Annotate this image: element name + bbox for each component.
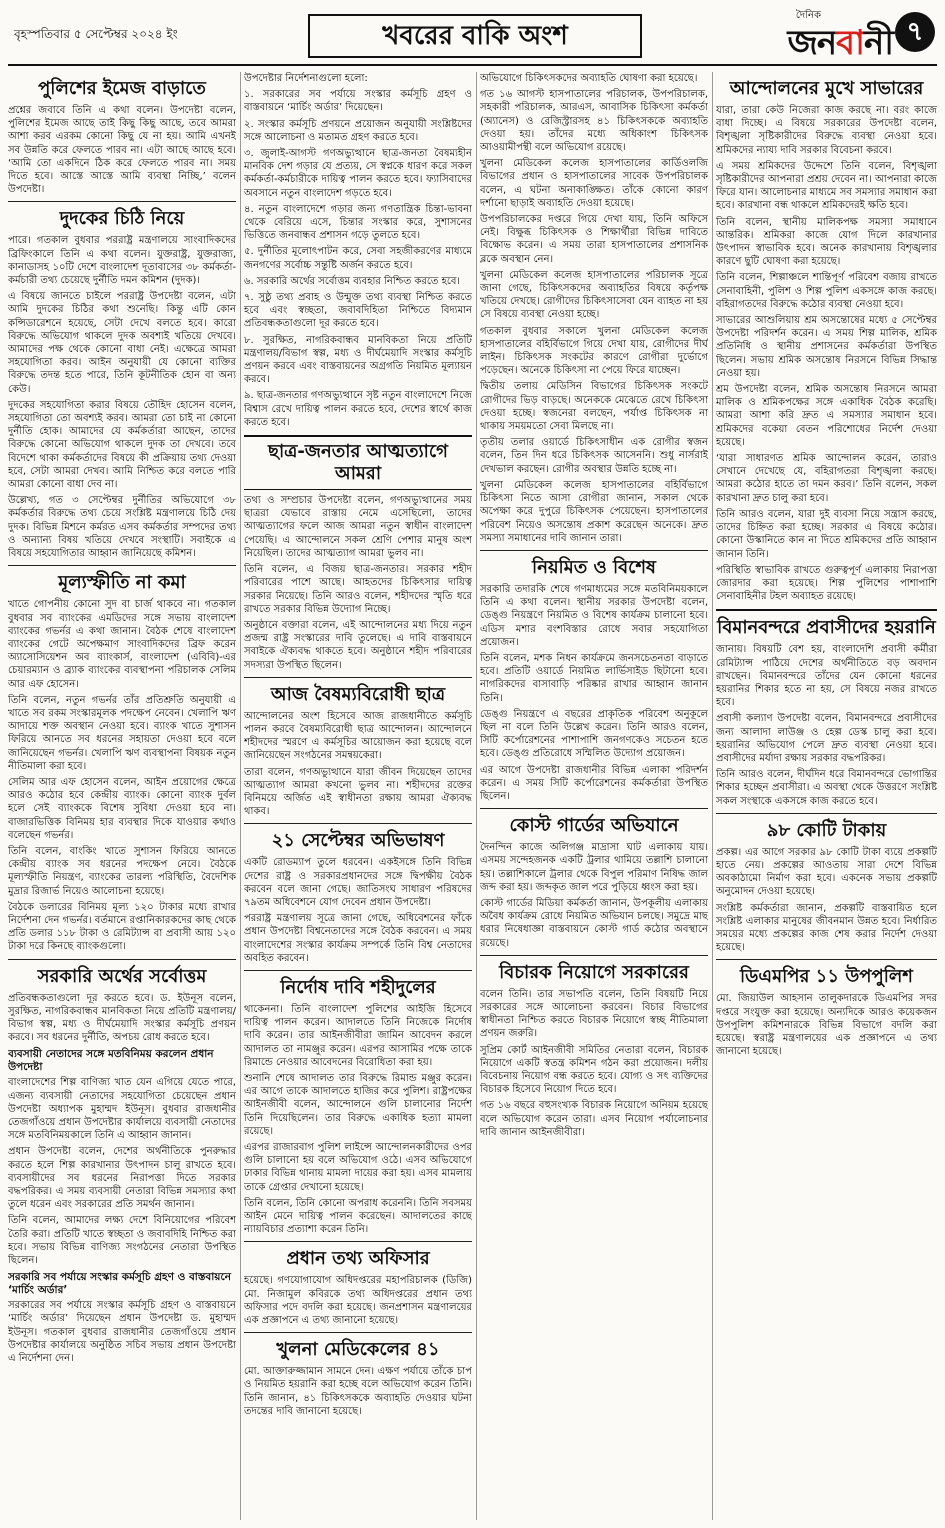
article-paragraph: সেলিম আর এফ হোসেন বলেন, আইন প্রয়োগের ক্ষেত্রে আরও কঠোর হবে কেন্দ্রীয় ব্যাংক। কোনো ব্যাংক দুর্বল হলে সেই ব্যাংককে বিশেষ সুবিধা দেওয়া হবে না। বাজারভিত্তিক বিনিময় হার ব্যবস্থার দিকে যাওয়ার কথাও বলেছেন গভর্নর। [8,776,236,841]
headline-anti-discrimination: আজ বৈষম্যবিরোধী ছাত্র [270,683,446,705]
headline-dudok-letter: দুদকের চিঠি নিয়ে [59,208,185,230]
article-paragraph: সুপ্রিম কোর্ট আইনজীবী সমিতির নেতারা বলেন, বিচারক নিয়োগে একটি স্বতন্ত্র কমিশন গঠন করা প্রয়োজন। দলীয় বিবেচনায় নিয়োগ বন্ধ করতে হবে। যোগ্য ও সৎ ব্যক্তিদের বিচারক হিসেবে নিয়োগ দিতে হবে। [480,1044,708,1096]
article-paragraph: সাভারের আশুলিয়ায় শ্রম অসন্তোষের মধ্যে ৫ সেপ্টেম্বর উপদেষ্টা পরিদর্শন করেন। এ সময় শিল্প মালিক, শ্রমিক প্রতিনিধি ও স্থানীয় প্রশাসনের কর্মকর্তারা উপস্থিত ছিলেন। সভায় শ্রমিক অসন্তোষ নিরসনে বিভিন্ন সিদ্ধান্ত নেওয়া হয়। [716,315,937,379]
article-paragraph: ৩. জুলাই-আগস্ট গণঅভ্যুত্থানে ছাত্র-জনতা বৈষম্যহীন মানবিক দেশ গড়ার যে প্রত্যয়, সে স্বপ্নকে ধারণ করে সকল কর্মকর্তা-কর্মচারীকে দায়িত্ব পালন করতে হবে। ফ্যাসিবাদের অবসানে নতুন বাংলাদেশ গড়তে হবে। [244,148,472,199]
subheading: সরকারি সব পর্যায়ে সংস্কার কর্মসূচি গ্রহণ ও বাস্তবায়নে ‘মার্চিং অর্ডার’ [8,1271,231,1297]
page-number-badge: ৭ [895,12,935,52]
headline-chief-info-officer: প্রধান তথ্য অফিসার [286,1248,430,1270]
article-paragraph: জানায়। বিষয়টি বেশ হয়, বাংলাদেশি প্রবাসী কর্মীরা রেমিট্যান্স পাঠিয়ে দেশের অর্থনীতিতে বড় অবদান রাখছেন। বিমানবন্দরে তাঁদের যেন কোনো ধরনের হয়রানির শিকার হতে না হয়, সে বিষয়ে নজর রাখতে হবে। [716,644,937,709]
column-divider [476,72,477,1520]
column-divider [240,72,241,1520]
article-paragraph: ৬. সরকারি অর্থের সর্বোত্তম ব্যবহার নিশ্চিত করতে হবে। [244,275,460,287]
article-paragraph: যারা, তারা কেউ নিজেরা কাজ করছে না। বরং কাজে বাধা দিচ্ছে। এ বিষয়ে সরকারের উপদেষ্টা বলেন, বিশৃঙ্খলা সৃষ্টিকারীদের বিরুদ্ধে ব্যবস্থা নেওয়া হবে। শ্রমিকদের ন্যায্য দাবি সরকার বিবেচনা করবে। [716,105,937,156]
article-paragraph: বলেন তিনি। তার সভাপতি বলেন, তিনি বিষয়টি নিয়ে সরকারের সঙ্গে আলোচনা করবেন। বিচার বিভাগের স্বাধীনতা নিশ্চিত করতে বিচারক নিয়োগে স্বচ্ছ নীতিমালা প্রণয়ন জরুরি। [480,988,708,1040]
article-paragraph: উল্লেখ্য, গত ৩ সেপ্টেম্বর দুর্নীতির অভিযোগে ৩৮ কর্মকর্তার বিরুদ্ধে তথ্য চেয়ে সংশ্লিষ্ট মন্ত্রণালয়ে চিঠি দেয় দুদক। বিভিন্ন মিশনে কর্মরত এসব কর্মকর্তার সম্পদের তথ্য ও অন্যান্য বিষয় খতিয়ে দেখবে সংস্থাটি। সবাইকে এ বিষয়ে সহযোগিতার আহ্বান জানিয়েছে কমিশন। [8,495,236,560]
article-paragraph: তিনি বলেন, শিল্পাঞ্চলে শান্তিপূর্ণ পরিবেশ বজায় রাখতে সেনাবাহিনী, পুলিশ ও শিল্প পুলিশ একসঙ্গে কাজ করছে। বহিরাগতদের বিরুদ্ধে কঠোর ব্যবস্থা নেওয়া হবে। [716,272,937,310]
subheading: ব্যবসায়ী নেতাদের সঙ্গে মতবিনিময় করলেন প্রধান উপদেষ্টা [8,1048,214,1074]
article-paragraph: গত ১৬ আগস্ট হাসপাতালের পরিচালক, উপপরিচালক, সহকারী পরিচালক, আরএস, আবাসিক চিকিৎসা কর্মকর্তা (অ্যানেস) ও রেজিস্ট্রারসহ ৪১ চিকিৎসককে অব্যাহতি দেওয়া হয়। তাঁদের মধ্যে অধিকাংশ চিকিৎসক আওয়ামীপন্থী বলে অভিযোগ রয়েছে। [480,89,708,154]
article-paragraph: তিনি বলেন, তিনি কোনো অপরাধ করেননি। তিনি সবসময় আইন মেনে দায়িত্ব পালন করেছেন। আদালতের কাছে ন্যায়বিচার প্রত্যাশা করেন তিনি। [244,1197,472,1236]
article-divider [244,1241,472,1242]
article-paragraph: খুলনা মেডিকেল কলেজ হাসপাতালের বহির্বিভাগে চিকিৎসা নিতে আসা রোগীরা জানান, সকাল থেকে অপেক্ষা করে দুপুরে চিকিৎসক পেয়েছেন। হাসপাতালের পরিবেশ নিয়েও অসন্তোষ প্রকাশ করেছেন অনেকে। দ্রুত সমস্যা সমাধানের দাবি জানান তারা। [480,479,708,544]
headline-govt-funds: সরকারি অর্থের সর্বোত্তম [37,965,207,987]
article-paragraph: প্রবাসী কল্যাণ উপদেষ্টা বলেন, বিমানবন্দরে প্রবাসীদের জন্য আলাদা লাউঞ্জ ও হেল্প ডেস্ক চালু করা হবে। হয়রানির অভিযোগ পেলে দ্রুত ব্যবস্থা নেওয়া হবে। প্রবাসীদের মর্যাদা রক্ষায় সরকার বদ্ধপরিকর। [716,713,937,764]
article-paragraph: ২. সংস্কার কর্মসূচি প্রণয়নে প্রয়োজন অনুযায়ী সংশ্লিষ্টদের সঙ্গে আলোচনা ও মতামত গ্রহণ করতে হবে। [244,118,472,143]
article-paragraph: গত ১৬ বছরে বহুসংখ্যক বিচারক নিয়োগে অনিয়ম হয়েছে বলে অভিযোগ করেন তারা। এসব নিয়োগ পর্যালোচনার দাবি জানান আইনজীবীরা। [480,1100,708,1138]
article-paragraph: তারা বলেন, গণঅভ্যুত্থানে যারা জীবন দিয়েছেন তাদের আত্মত্যাগ আমরা কখনো ভুলব না। শহীদদের রক্তের বিনিময়ে অর্জিত এই স্বাধীনতা রক্ষায় আমরা ঐক্যবদ্ধ থাকব। [244,766,472,818]
article-paragraph: উপদেষ্টার নির্দেশনাগুলো হলো: [244,73,368,84]
logo-wordmark: জনবানী [787,23,893,63]
article-divider [8,565,236,566]
article-paragraph: ৮. সুরক্ষিত, নাগরিকবান্ধব মানবিকতা নিয়ে প্রতিটি মন্ত্রণালয়/বিভাগ স্বল্প, মধ্য ও দীর্ঘমেয়াদি সংস্কার কর্মসূচি প্রণয়ন করবে এবং বাস্তবায়নের অগ্রগতি নিয়মিত মূল্যায়ন করবে। [244,334,472,386]
article-paragraph: দৈনন্দিন কাজে অলিগঞ্জ মাদ্রাসা ঘাট এলাকায় যায়। এসময় সন্দেহজনক একটি ট্রলার থামিয়ে তল্লাশি চালানো হয়। তল্লাশিকালে ট্রলার থেকে বিপুল পরিমাণ নিষিদ্ধ জাল জব্দ করা হয়। জব্দকৃত জাল পরে পুড়িয়ে ধ্বংস করা হয়। [480,842,708,893]
article-paragraph: প্রশ্নের জবাবে তিনি এ কথা বলেন। উপদেষ্টা বলেন, পুলিশের ইমেজ আছে তাই কিছু কিছু আছে, তবে আমরা আশা করব এরকম কোনো কিছু যে না হয়। আমি এখনই সব উন্নতি করে ফেলতে পারব না। এটা আছে আছে হবে। ‘আমি তো একদিনে ঠিক করে ফেলতে পারব না। সময় দিতে হবে। আস্তে আস্তে আমি ব্যবস্থা নিচ্ছি,’ বলেন উপদেষ্টা। [8,105,236,196]
column-1 [8,72,236,1520]
article-paragraph: পরিস্থিতি স্বাভাবিক রাখতে গুরুত্বপূর্ণ এলাকায় নিরাপত্তা জোরদার করা হয়েছে। শিল্প পুলিশের পাশাপাশি সেনাবাহিনীর টহল অব্যাহত রয়েছে। [716,564,937,603]
column-4 [716,72,937,1520]
article-paragraph: প্রতিবন্ধকতাগুলো দূর করতে হবে। ড. ইউনূস বলেন, সুরক্ষিত, নাগরিকবান্ধব মানবিকতা নিয়ে প্রতিটি মন্ত্রণালয়/বিভাগ স্বল্প, মধ্য ও দীর্ঘমেয়াদি সংস্কার কর্মসূচি প্রণয়ন করবে। সব ধরনের দুর্নীতি, অপচয় রোধ করতে হবে। [8,992,236,1044]
article-divider [480,808,708,809]
article-paragraph: বৈঠকে ডলারের বিনিময় মূল্য ১২০ টাকার মধ্যে রাখার নির্দেশনা দেন গভর্নর। বর্তমানে রপ্তানিকারকদের কাছ থেকে প্রতি ডলার ১১৮ টাকা ও রেমিট্যান্স বা প্রবাসী আয় ১২০ টাকা দরে কিনছে ব্যাংকগুলো। [8,901,236,953]
article-paragraph: খাতে গোপনীয় কোনো সুদ বা চার্জ থাকবে না। গতকাল বুধবার সব ব্যাংকের এমডিদের সঙ্গে সভায় বাংলাদেশ ব্যাংকের গভর্নর এ কথা জানান। বৈঠক শেষে বাংলাদেশ ব্যাংকের গেটে অপেক্ষমাণ সাংবাদিকদের ব্রিফ করেন অ্যাসোসিয়েশন অব ব্যাংকার্স, বাংলাদেশ (এবিবি)-এর চেয়ারম্যান ও ব্র্যাক ব্যাংকের ব্যবস্থাপনা পরিচালক সেলিম আর এফ হোসেন। [8,599,236,690]
article-paragraph: উপপরিচালকের দপ্তরে গিয়ে দেখা যায়, তিনি অফিসে নেই। বিক্ষুব্ধ চিকিৎসক ও শিক্ষার্থীরা বিভিন্ন দাবিতে বিক্ষোভ করেন। এ সময় তারা হাসপাতালের প্রশাসনিক ব্লকে অবস্থান নেন। [480,214,708,265]
article-paragraph: এ বিষয়ে জানতে চাইলে পররাষ্ট্র উপদেষ্টা বলেন, এটা আমি দুদকের চিঠির কথা শুনেছি। কিন্তু এটি কোন কন্সিডারেশনে হয়েছে, সেটা দেখে বলতে হবে। কারো বিরুদ্ধে অভিযোগ থাকলে দুদক অবশ্যই খতিয়ে দেখবে। আমাদের পক্ষ থেকে কোনো বাধা নেই। এক্ষেত্রে আমরা সহযোগিতা করব। আইন অনুযায়ী যে কোনো ব্যক্তির বিরুদ্ধে তদন্ত হতে পারে, তিনি কূটনীতিক হোন বা অন্য কেউ। [8,291,236,395]
article-paragraph: মো. জিয়াউল আহসান তালুকদারকে ডিএমপির সদর দপ্তরে সংযুক্ত করা হয়েছে। অন্যদিকে আরও কয়েকজন উপপুলিশ কমিশনারকে বিভিন্ন বিভাগে বদলি করা হয়েছে। স্বরাষ্ট্র মন্ত্রণালয়ের এক প্রজ্ঞাপনে এ তথ্য জানানো হয়েছে। [716,993,937,1058]
article-paragraph: সরকারি তদারকি শেষে গণমাধ্যমের সঙ্গে মতবিনিময়কালে তিনি এ কথা বলেন। স্থানীয় সরকার উপদেষ্টা বলেন, ডেঙ্গু নিয়ন্ত্রণে নিয়মিত ও বিশেষ কার্যক্রম চালানো হবে। এডিস মশার বংশবিস্তার রোধে সবার সহযোগিতা প্রয়োজন। [480,583,708,648]
article-paragraph: ১. সরকারের সব পর্যায়ে সংস্কার কর্মসূচি গ্রহণ ও বাস্তবায়নে ‘মার্চিং অর্ডার’ দিয়েছেন। [244,89,472,114]
article-paragraph: ৪. নতুন বাংলাদেশে গড়ার জন্য গণতান্ত্রিক চিন্তা-ভাবনা থেকে বেরিয়ে এসে, চিন্তার সংস্কার করে, সুশাসনের ভিত্তিতে জনবান্ধব প্রশাসন গড়ে তুলতে হবে। [244,203,472,242]
article-divider [244,970,472,971]
headline-student-sacrifice: ছাত্র-জনতার আত্মত্যাগে আমরা [244,435,472,490]
article-paragraph: তিনি বলেন, আমাদের লক্ষ্য দেশে বিনিয়োগের পরিবেশ তৈরি করা। প্রতিটি খাতে স্বচ্ছতা ও জবাবদিহি নিশ্চিত করা হবে। সভায় বিভিন্ন বাণিজ্য সংগঠনের নেতারা উপস্থিত ছিলেন। [8,1215,236,1267]
article-paragraph: তথ্য ও সম্প্রচার উপদেষ্টা বলেন, গণঅভ্যুত্থানের সময় ছাত্ররা যেভাবে রাস্তায় নেমে এসেছিলো, তাদের আত্মত্যাগের ফলে আজ আমরা নতুন স্বাধীন বাংলাদেশ পেয়েছি। এ আন্দোলনে সকল শ্রেণি পেশার মানুষ অংশ নিয়েছিল। তাদের আত্মত্যাগ আমরা ভুলব না। [244,495,472,559]
column-2 [244,72,472,1520]
newspaper-logo [787,8,893,63]
article-paragraph: তিনি বলেন, স্থানীয় মালিকপক্ষ সমস্যা সমাধানে আন্তরিক। শ্রমিকরা কাজে যোগ দিলে কারখানার উৎপাদন স্বাভাবিক হবে। অনেক কারখানায় বিশৃঙ্খলার কারণে ছুটি ঘোষণা করা হয়েছে। [716,216,937,268]
headline-21-september: ২১ সেপ্টেম্বর অভিভাষণ [271,830,445,852]
article-paragraph: একটি রোডম্যাপ তুলে ধরবেন। একইসঙ্গে তিনি বিভিন্ন দেশের রাষ্ট্র ও সরকারপ্রধানদের সঙ্গে দ্বিপক্ষীয় বৈঠক করবেন বলে জানা গেছে। জাতিসংঘ সাধারণ পরিষদের ৭৯তম অধিবেশনে যোগ দেবেন প্রধান উপদেষ্টা। [244,857,472,908]
headline-dmp-11-dc: ডিএমপির ১১ উপপুলিশ [740,966,913,988]
article-paragraph: ৭. সুষ্ঠু তথ্য প্রবাহ ও উন্মুক্ত তথ্য ব্যবস্থা নিশ্চিত করতে হবে এবং স্বচ্ছতা, জবাবদিহিতা নিশ্চিতে বিদ্যমান প্রতিবন্ধকতাগুলো দূর করতে হবে। [244,292,472,330]
article-paragraph: বাংলাদেশের শিল্প বাণিজ্য খাত যেন এগিয়ে যেতে পারে, এজন্য ব্যবসায়ী নেতাদের সহযোগিতা চেয়েছেন প্রধান উপদেষ্টা অধ্যাপক মুহাম্মদ ইউনূস। বুধবার রাজধানীর তেজগাঁওয়ে প্রধান উপদেষ্টার কার্যালয়ে ব্যবসায়ী নেতাদের সঙ্গে মতবিনিময়কালে তিনি এ আহ্বান জানান। [8,1077,236,1142]
headline-police-image: পুলিশের ইমেজ বাড়াতে [38,78,206,99]
article-paragraph: তিনি আরও বলেন, যারা দুই ব্যবসা নিয়ে সন্ত্রাস করছে, তাদের চিহ্নিত করা হচ্ছে। সরকার এ বিষয়ে কঠোর। কোনো উস্কানিতে কান না দিতে শ্রমিকদের প্রতি আহ্বান জানান তিনি। [716,508,937,560]
article-paragraph: থাকেননা। তিনি বাংলাদেশ পুলিশের আইজি হিসেবে দায়িত্ব পালন করেন। আদালতে তিনি নিজেকে নির্দোষ দাবি করেন। তার আইনজীবীরা জামিন আবেদন করলে আদালত তা নামঞ্জুর করেন। এরপর আসামির পক্ষে তাকে রিমান্ডে নেওয়ার আবেদনের বিরোধিতা করা হয়। [244,1003,472,1068]
article-divider [716,813,937,814]
article-paragraph: দ্বিতীয় তলায় মেডিসিন বিভাগের চিকিৎসক সংকটে রোগীদের ভিড় বাড়ছে। অনেককে মেঝেতে রেখে চিকিৎসা দেওয়া হচ্ছে। স্বজনেরা বলছেন, পর্যাপ্ত চিকিৎসক না থাকায় সময়মতো সেবা মিলছে না। [480,381,708,433]
article-paragraph: অভিযোগে চিকিৎসকদের অব্যাহতি ঘোষণা করা হয়েছে। [480,73,698,84]
column-divider [712,72,713,1520]
masthead [8,6,937,66]
article-paragraph: শ্রম উপদেষ্টা বলেন, শ্রমিক অসন্তোষ নিরসনে আমরা মালিক ও শ্রমিকপক্ষের সঙ্গে একাধিক বৈঠক করেছি। আমরা আশা করি দ্রুত এ সমস্যার সমাধান হবে। শ্রমিকদের বকেয়া বেতন পরিশোধের নির্দেশ দেওয়া হয়েছে। [716,384,937,448]
headline-savar-protest: আন্দোলনের মুখে সাভারের [729,78,924,99]
headline-98-crore: ৯৮ কোটি টাকায় [766,819,887,841]
article-paragraph: সরকারের সব পর্যায়ে সংস্কার কর্মসূচি গ্রহণ ও বাস্তবায়নে ‘মার্চিং অর্ডার’ দিয়েছেন প্রধান উপদেষ্টা ড. মুহাম্মদ ইউনূস। গতকাল বুধবার রাজধানীর তেজগাঁওয়ে প্রধান উপদেষ্টার কার্যালয়ে অনুষ্ঠিত সচিব সভায় প্রধান উপদেষ্টা এ নির্দেশনা দেন। [8,1300,236,1365]
headline-inflation: মূল্যস্ফীতি না কমা [58,572,186,594]
article-divider [8,959,236,960]
article-paragraph: সংশ্লিষ্ট কর্মকর্তারা জানান, প্রকল্পটি বাস্তবায়িত হলে সংশ্লিষ্ট এলাকার মানুষের জীবনমান উন্নত হবে। নির্ধারিত সময়ের মধ্যে প্রকল্পের কাজ শেষ করার নির্দেশ দেওয়া হয়েছে। [716,902,937,954]
article-paragraph: মো. আক্তারুজ্জামান সামনে দেন। এক্ষণ পর্যায়ে তাঁকে চাপ ও নিয়মিত হয়রানি করা হচ্ছে বলে অভিযোগ করেন তিনি। তিনি জানান, ৪১ চিকিৎসককে অব্যাহতি দেওয়ার ঘটনা তদন্তের দাবি জানানো হয়েছে। [244,1366,472,1417]
headline-khulna-medical: খুলনা মেডিকেলের ৪১ [276,1339,440,1361]
article-paragraph: খুলনা মেডিকেল কলেজ হাসপাতালের পরিচালক সূত্রে জানা গেছে, চিকিৎসকদের অব্যাহতির বিষয়ে কর্তৃপক্ষ খতিয়ে দেখছে। রোগীদের চিকিৎসাসেবা যেন ব্যাহত না হয় সে বিষয়ে ব্যবস্থা নেওয়া হচ্ছে। [480,269,708,321]
article-divider [244,1332,472,1333]
article-paragraph: প্রকল্প। এর আগে সরকার ৯৮ কোটি টাকা ব্যয়ে প্রকল্পটি হাতে নেয়। প্রকল্পের আওতায় সারা দেশে বিভিন্ন অবকাঠামো নির্মাণ করা হবে। একনেক সভায় প্রকল্পটি অনুমোদন দেওয়া হয়েছে। [716,846,937,898]
article-paragraph: ৫. দুর্নীতির মূলোৎপাটন করে, সেবা সহজীকরণের মাধ্যমে জনগণের সর্বোচ্চ সন্তুষ্টি অর্জন করতে হবে। [244,246,472,271]
article-divider [716,609,937,611]
article-divider [8,201,236,202]
article-paragraph: তিনি বলেন, নতুন গভর্নর তাঁর প্রতিশ্রুতি অনুযায়ী এ খাতে সব রকম সংস্কারমূলক পদক্ষেপ নেবেন। খেলাপি ঋণ আদায়ে শক্ত অবস্থান নেওয়া হবে। ব্যাংক খাতে সুশাসন ফিরিয়ে আনতে সব ধরনের সহায়তা দেওয়া হবে বলে জানিয়েছেন গভর্নর। খেলাপি ঋণ ব্যবস্থাপনা বিষয়ক নতুন নীতিমালা করা হবে। [8,694,236,772]
article-paragraph: গতকাল বুধবার সকালে খুলনা মেডিকেল কলেজ হাসপাতালের বহির্বিভাগে গিয়ে দেখা যায়, রোগীদের দীর্ঘ লাইন। চিকিৎসক সংকটের কারণে রোগীরা দুর্ভোগে পড়েছেন। অনেকে চিকিৎসা না পেয়ে ফিরে যাচ্ছেন। [480,325,708,377]
article-paragraph: প্রধান উপদেষ্টা বলেন, দেশের অর্থনীতিকে পুনরুদ্ধার করতে হলে শিল্প কারখানার উৎপাদন চালু রাখতে হবে। ব্যবসায়ীদের সব ধরনের নিরাপত্তা দিতে সরকার বদ্ধপরিকর। এ সময় ব্যবসায়ী নেতারা বিভিন্ন সমস্যার কথা তুলে ধরেন এবং সরকারের প্রতি সমর্থন জানান। [8,1146,236,1211]
headline-shahidul-innocent: নির্দোষ দাবি শহীদুলের [280,976,436,998]
article-paragraph: অনুষ্ঠানে বক্তারা বলেন, এই আন্দোলনের মধ্য দিয়ে নতুন প্রজন্ম রাষ্ট্র সংস্কারের দাবি তুলেছে। এ দাবি বাস্তবায়নে সবাইকে ঐক্যবদ্ধ থাকতে হবে। অনুষ্ঠানে শহীদ পরিবারের সদস্যরা উপস্থিত ছিলেন। [244,619,472,671]
article-divider [716,959,937,960]
publication-date: বৃহস্পতিবার ৫ সেপ্টেম্বর ২০২৪ ইং [14,27,178,41]
article-divider [244,823,472,824]
article-divider [480,955,708,956]
article-paragraph: তিনি বলেন, এ বিজয় ছাত্র-জনতার। সরকার শহীদ পরিবারের পাশে আছে। আহতদের চিকিৎসার দায়িত্ব সরকার নিয়েছে। তিনি আরও বলেন, শহীদদের স্মৃতি ধরে রাখতে সরকার বিভিন্ন উদ্যোগ নিচ্ছে। [244,564,472,615]
article-paragraph: আন্দোলনের অংশ হিসেবে আজ রাজধানীতে কর্মসূচি পালন করবে বৈষম্যবিরোধী ছাত্র আন্দোলন। আন্দোলনে শহীদদের স্মরণে এ কর্মসূচির আয়োজন করা হয়েছে বলে জানিয়েছেন সংগঠনের সমন্বয়কেরা। [244,710,472,762]
headline-coast-guard: কোস্ট গার্ডের অভিযানে [509,815,679,837]
article-divider [480,550,708,551]
headline-judge-appointment: বিচারক নিয়োগে সরকারের [499,961,689,983]
article-paragraph: এর আগে উপদেষ্টা রাজধানীর বিভিন্ন এলাকা পরিদর্শন করেন। এ সময় সিটি কর্পোরেশনের কর্মকর্তারা উপস্থিত ছিলেন। [480,764,708,802]
headline-regular-special: নিয়মিত ও বিশেষ [532,556,656,578]
article-paragraph: তিনি বলেন, মশক নিধন কার্যক্রমে জনসচেতনতা বাড়াতে হবে। প্রতিটি ওয়ার্ডে নিয়মিত লার্ভিসাইড ছিটানো হবে। নাগরিকদের বাসাবাড়ি পরিষ্কার রাখার আহ্বান জানান তিনি। [480,652,708,704]
article-paragraph: ডেঙ্গু নিয়ন্ত্রণে এ বছরের প্রাকৃতিক পরিবেশ অনুকূলে ছিল না বলে তিনি উল্লেখ করেন। তিনি আরও বলেন, সিটি কর্পোরেশনের পাশাপাশি জনগণকেও সচেতন হতে হবে। ডেঙ্গু প্রতিরোধে সম্মিলিত উদ্যোগ প্রয়োজন। [480,708,708,760]
article-paragraph: ৯. ছাত্র-জনতার গণঅভ্যুত্থানে সৃষ্ট নতুন বাংলাদেশে নিজে বিশ্বাস রেখে দায়িত্ব পালন করতে হবে, দেশের স্বার্থে কাজ করতে হবে। [244,390,472,428]
article-paragraph: দুদকের সহযোগিতা করার বিষয়ে তৌহিদ হোসেন বলেন, সহযোগিতা তো অবশ্যই করব। আমরা তো চাই না কোনো দুর্নীতি হোক। আমাদের যে কর্মকর্তারা আছেন, তাদের বিরুদ্ধে কোনো অভিযোগ থাকলে দুদক তা দেখবে। তবে বিদেশে থাকা কর্মকর্তাদের বিষয়ে কী প্রক্রিয়ায় তথ্য দেওয়া হবে, সেটা আমরা দেখব। আমি নিশ্চিত করে বলতে পারি আমরা কোনো বাধা দেব না। [8,399,236,491]
article-paragraph: শুনানি শেষে আদালত তার বিরুদ্ধে রিমান্ড মঞ্জুর করেন। এর আগে তাকে আদালতে হাজির করে পুলিশ। রাষ্ট্রপক্ষের আইনজীবী বলেন, আন্দোলনে গুলি চালানোর নির্দেশ তিনি দিয়েছিলেন। তার বিরুদ্ধে একাধিক হত্যা মামলা রয়েছে। [244,1072,472,1137]
article-paragraph: পারে। গতকাল বুধবার পররাষ্ট্র মন্ত্রণালয়ে সাংবাদিকদের ব্রিফিংকালে তিনি এ কথা বলেন। যুক্তরাষ্ট্র, যুক্তরাজ্য, কানাডাসহ ১০টি দেশে বাংলাদেশ দূতাবাসের ৩৮ কর্মকর্তা-কর্মচারী তথ্য চেয়েছে দুর্নীতি দমন কমিশন (দুদক)। [8,235,236,287]
logo-daily-label: দৈনিক [795,10,821,21]
headline-airport-harassment: বিমানবন্দরে প্রবাসীদের হয়রানি [717,617,936,639]
article-paragraph: ‘যারা সাধারণত শ্রমিক আন্দোলন করেন, তারাও সেখানে দেখেছে যে, বহিরাগতরা বিশৃঙ্খলা করছে। আমরা কঠোর হাতে তা দমন করব।’ তিনি বলেন, সকল কারখানা দ্রুত চালু করা হবে। [716,453,937,504]
article-paragraph: তৃতীয় তলার ওয়ার্ডে চিকিৎসাধীন এক রোগীর স্বজন বলেন, তিন দিন ধরে চিকিৎসক আসেননি। শুধু নার্সরাই দেখভাল করছেন। রোগীর অবস্থার উন্নতি হচ্ছে না। [480,437,708,475]
article-paragraph: এরপর রাজারবাগ পুলিশ লাইন্সে আন্দোলনকারীদের ওপর গুলি চালানো হয় বলে অভিযোগ ওঠে। এসব অভিযোগে ঢাকার বিভিন্ন থানায় মামলা দায়ের করা হয়। এসব মামলায় তাকে গ্রেপ্তার দেখানো হয়েছে। [244,1142,472,1193]
section-title: খবরের বাকি অংশ [308,14,642,58]
article-divider [244,677,472,678]
article-paragraph: হয়েছে। গণযোগাযোগ অধিদপ্তরের মহাপরিচালক (ডিজি) মো. নিজামুল কবিরকে তথ্য অধিদপ্তরের প্রধান তথ্য অফিসার পদে বদলি করা হয়েছে। জনপ্রশাসন মন্ত্রণালয়ের এক প্রজ্ঞাপনে এ তথ্য জানানো হয়েছে। [244,1275,472,1327]
column-3 [480,72,708,1520]
article-paragraph: কোস্ট গার্ডের মিডিয়া কর্মকর্তা জানান, উপকূলীয় এলাকায় অবৈধ কার্যক্রম রোধে নিয়মিত অভিযান চলছে। সমুদ্রে মাছ ধরার নিষেধাজ্ঞা বাস্তবায়নে কোস্ট গার্ড কঠোর অবস্থানে রয়েছে। [480,897,708,949]
article-paragraph: খুলনা মেডিকেল কলেজ হাসপাতালের কার্ডিওলজি বিভাগের প্রধান ও হাসপাতালের সাবেক উপপরিচালক বলেন, এ ঘটনা অনাকাঙ্ক্ষিত। তাঁকে কোনো কারণ দর্শানো ছাড়াই অব্যাহতি দেওয়া হয়েছে। [480,158,708,209]
article-paragraph: তিনি আরও বলেন, দীর্ঘদিন ধরে বিমানবন্দরে ভোগান্তির শিকার হচ্ছেন প্রবাসীরা। এ অবস্থা থেকে উত্তরণে সংশ্লিষ্ট সকল সংস্থাকে একসঙ্গে কাজ করতে হবে। [716,769,937,807]
article-paragraph: এ সময় শ্রমিকদের উদ্দেশে তিনি বলেন, বিশৃঙ্খলা সৃষ্টিকারীদের আপনারা প্রশ্রয় দেবেন না। আপনারা কাজে ফিরে যান। আলোচনার মাধ্যমে সব সমস্যার সমাধান করা হবে। কারখানা বন্ধ থাকলে শ্রমিকদেরই ক্ষতি হবে। [716,160,937,212]
article-paragraph: পররাষ্ট্র মন্ত্রণালয় সূত্রে জানা গেছে, অধিবেশনের ফাঁকে প্রধান উপদেষ্টা বিশ্বনেতাদের সঙ্গে বৈঠক করবেন। এ সময় বাংলাদেশের সংস্কার কার্যক্রম সম্পর্কে তিনি বিশ্ব নেতাদের অবহিত করবেন। [244,913,472,964]
article-paragraph: তিনি বলেন, বাংকিং খাতে সুশাসন ফিরিয়ে আনতে কেন্দ্রীয় ব্যাংক সব ধরনের পদক্ষেপ নেবে। বৈঠকে মূল্যস্ফীতি নিয়ন্ত্রণ, ব্যাংকের তারল্য পরিস্থিতি, বৈদেশিক মুদ্রার রিজার্ভ নিয়েও আলোচনা হয়েছে। [8,845,236,897]
